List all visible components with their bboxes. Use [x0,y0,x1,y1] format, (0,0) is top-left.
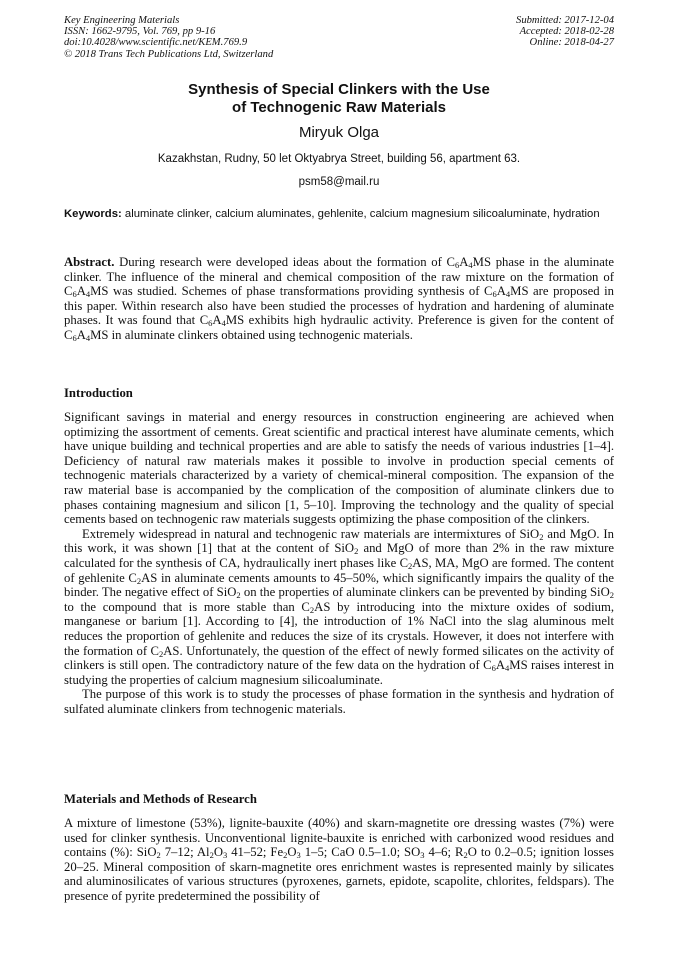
journal-doi: doi:10.4028/www.scientific.net/KEM.769.9 [64,37,248,49]
date-submitted: Submitted: 2017-12-04 [516,15,614,26]
abstract-text: During research were developed ideas about the formation of $C_6A_4MS$ phase in the aluminate clinker. The influence of the mineral and chemical composition of the raw mixture on the formation of $C_6A_4MS$ was studied. Schemes of phase transformations providing synthesis of $C_6A_4MS$ are proposed in this paper. Within research also have been studied the processes of hydration and hardening of aluminate phases. It was found that $C_6A_4MS$ exhibits high hydraulic activity. Preference is given for the content of $C_6A_4MS$ in aluminate clinkers obtained using technogenic materials. [64,255,615,343]
abstract [64,255,614,343]
author-affiliation: Kazakhstan, Rudny, 50 let Oktyabrya Street, building 56, apartment 63. [157,153,521,165]
introduction-body [64,410,614,716]
publication-dates [516,15,614,49]
journal-issn: ISSN: 1662-9795, Vol. 769, pp 9-16 [64,26,216,38]
paper-title [64,81,614,117]
keywords-label: Keywords: [64,208,122,220]
journal-info [64,15,273,60]
paper-title-line1: Synthesis of Special Clinkers with the Use [188,81,490,98]
intro-paragraph-3: The purpose of this work is to study the processes of phase formation in the synthesis and hydration of sulfated aluminate clinkers from technogenic materials. [64,687,614,716]
methods-paragraph-1: A mixture of limestone (53%), lignite-bauxite (40%) and skarn-magnetite ore dressing wastes (7%) were used for clinker synthesis. Unconventional lignite-bauxite is enriched with carbonized wood residues and contains (%): SiO$_2$ 7–12; $Al_2O_3$ 41–52; $Fe_2O_3$ 1–5; CaO 0.5–1.0; $SO_3$ 4–6; $R_2O$ to 0.2–0.5; ignition losses 20–25. Mineral composition of skarn-magnetite ores enrichment wastes is represented mainly by silicates and aluminosilicates of various structures (pyroxenes, garnets, epidote, scapolite, chlorites, feldspars). The presence of pyrite predetermined the possibility of [64,816,614,903]
journal-copyright: © 2018 Trans Tech Publications Ltd, Switzerland [64,48,274,60]
date-accepted: Accepted: 2018-02-28 [519,26,614,38]
date-online: Online: 2018-04-27 [529,37,614,49]
paper-title-line2: of Technogenic Raw Materials [232,99,446,116]
methods-body [64,816,614,904]
keywords-text: aluminate clinker, calcium aluminates, gehlenite, calcium magnesium silicoaluminate, hydration [124,208,600,220]
author-email: psm58@mail.ru [298,176,380,188]
methods-heading: Materials and Methods of Research [64,792,257,806]
author-name: Miryuk Olga [298,124,380,141]
intro-paragraph-2: Extremely widespread in natural and technogenic raw materials are intermixtures of SiO$_2$ and MgO. In this work, it was shown [1] that at the content of SiO$_2$ and MgO of more than 2% in the raw mixture calculated for the synthesis of CA, hydraulically inert phases like $C_2AS$, MA, MgO are formed. The content of gehlenite $C_2AS$ in aluminate cements amounts to 45–50%, which significantly impairs the quality of the binder. The negative effect of SiO$_2$ on the properties of aluminate clinkers can be prevented by binding SiO$_2$ to the compound that is more stable than $C_2AS$ by introducing into the mixture oxides of sodium, manganese or barium [1]. According to [4], the introduction of 1% NaCl into the slag aluminous melt reduces the proportion of gehlenite and reduces the size of its crystals. However, it does not interfere with the formation of $C_2AS$. Unfortunately, the question of the effect of newly formed silicates on the activity of clinkers is still open. The contradictory nature of the few data on the hydration of $C_6A_4MS$ raises interest in studying the properties of calcium magnesium silicoaluminate. [64,526,614,687]
journal-name: Key Engineering Materials [64,15,180,26]
introduction-heading: Introduction [64,386,133,400]
abstract-label: Abstract. [64,255,115,269]
intro-paragraph-1: Significant savings in material and energy resources in construction engineering are achieved when optimizing the assortment of cements. Great scientific and practical interest have aluminate cements, which have unique building and technical properties and are able to satisfy the needs of various industries [1–4]. Deficiency of natural raw materials makes it possible to involve in production special cements of technogenic materials characterized by a variety of chemical-mineral composition. The expansion of the raw material base is accompanied by the complication of the composition of aluminate clinkers due to phases containing magnesium and silicon [1, 5–10]. Improving the technology and the quality of special cements based on technogenic raw materials suggests optimizing the phase composition of the clinkers. [64,410,614,527]
keywords [64,207,614,221]
